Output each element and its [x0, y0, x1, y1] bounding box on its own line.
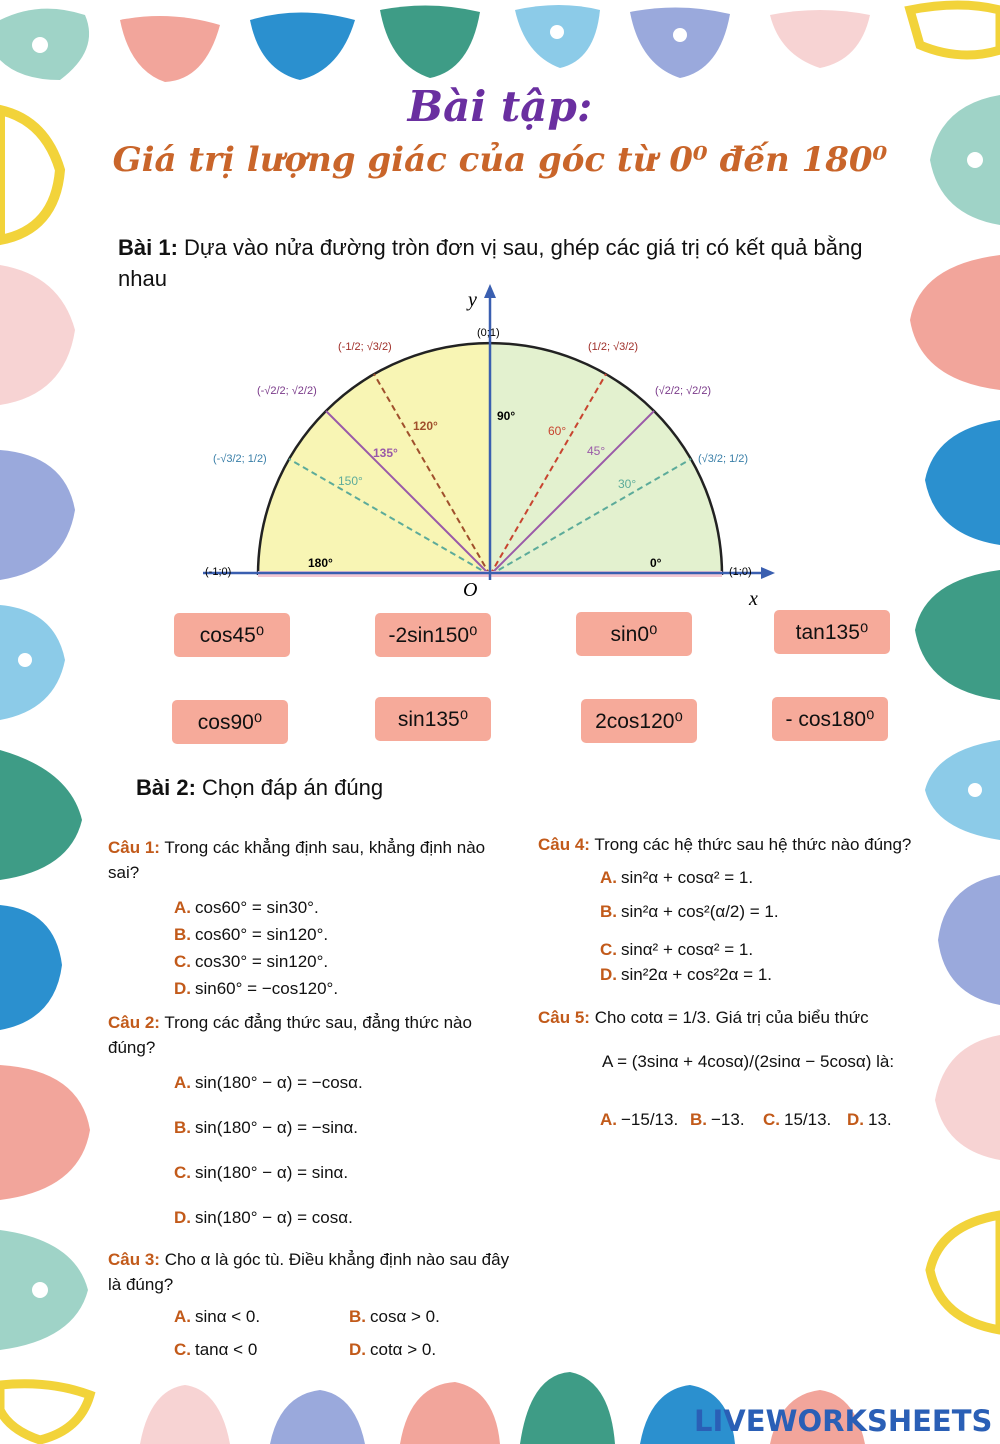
q4-option-a-text: sin²α + cosα² = 1.: [621, 868, 754, 887]
right-border-shapes: [910, 95, 1000, 1330]
point-45: (√2/2; √2/2): [655, 385, 712, 397]
point-30: (√3/2; 1/2): [698, 453, 749, 465]
q4-option-a[interactable]: [600, 868, 753, 888]
q1-option-b-text: cos60° = sin120°.: [195, 925, 329, 944]
angle-180: 180°: [308, 556, 333, 570]
q5-option-c[interactable]: [763, 1110, 831, 1130]
point-150: (-√3/2; 1/2): [213, 453, 267, 465]
q5-option-c-text: 15/13.: [784, 1110, 832, 1129]
q3-option-c-letter: C.: [174, 1340, 191, 1359]
q5-option-a[interactable]: [600, 1110, 678, 1130]
unit-semicircle-diagram: [195, 280, 785, 610]
question-5-text: Cho cotα = 1/3. Giá trị của biểu thức: [594, 1008, 869, 1027]
q1-option-b-letter: B.: [174, 925, 191, 944]
q3-option-d-text: cotα > 0.: [370, 1340, 437, 1359]
q1-option-a-text: cos60° = sin30°.: [195, 898, 319, 917]
match-card-tan135[interactable]: tan135⁰: [774, 610, 890, 654]
q4-option-d-letter: D.: [600, 965, 617, 984]
angle-135: 135°: [373, 446, 398, 460]
q2-option-d-text: sin(180° − α) = cosα.: [195, 1208, 353, 1227]
q1-option-b[interactable]: [174, 925, 328, 945]
match-card-neg-cos180[interactable]: - cos180⁰: [772, 697, 888, 741]
angle-45: 45°: [587, 444, 606, 458]
match-card-cos90[interactable]: cos90⁰: [172, 700, 288, 744]
match-card-cos45[interactable]: cos45⁰: [174, 613, 290, 657]
q4-option-a-letter: A.: [600, 868, 617, 887]
q3-option-d[interactable]: [349, 1340, 436, 1360]
match-card-neg2sin150[interactable]: -2sin150⁰: [375, 613, 491, 657]
point-60: (1/2; √3/2): [588, 341, 639, 353]
point-0-1: (0;1): [477, 327, 500, 339]
question-3-label: Câu 3:: [108, 1250, 160, 1269]
q5-option-d-text: 13.: [868, 1110, 892, 1129]
question-2: [108, 1010, 513, 1060]
q2-option-c-text: sin(180° − α) = sinα.: [195, 1163, 349, 1182]
exercise-1-label: Bài 1:: [118, 235, 178, 260]
point-1-0: (1;0): [729, 566, 752, 578]
left-border-shapes: [0, 110, 90, 1440]
y-axis-arrow: [484, 284, 496, 298]
q1-option-c-text: cos30° = sin120°.: [195, 952, 329, 971]
q3-option-c-text: tanα < 0: [195, 1340, 258, 1359]
q3-option-b[interactable]: [349, 1307, 440, 1327]
question-3-text: Cho α là góc tù. Điều khẳng định nào sau đây là đúng?: [108, 1250, 510, 1294]
q1-option-a-letter: A.: [174, 898, 191, 917]
q1-option-d[interactable]: [174, 979, 338, 999]
q4-option-c-text: sinα² + cosα² = 1.: [621, 940, 754, 959]
q1-option-d-letter: D.: [174, 979, 191, 998]
origin-label: O: [463, 579, 478, 601]
q2-option-b-text: sin(180° − α) = −sinα.: [195, 1118, 359, 1137]
question-1: [108, 835, 513, 885]
exercise-2-text: Chọn đáp án đúng: [195, 775, 384, 800]
q3-option-c[interactable]: [174, 1340, 257, 1360]
question-2-text: Trong các đẳng thức sau, đẳng thức nào đúng?: [108, 1013, 472, 1057]
y-axis-label: y: [468, 289, 477, 311]
match-card-2cos120[interactable]: 2cos120⁰: [581, 699, 697, 743]
q3-option-a[interactable]: [174, 1307, 260, 1327]
x-axis-arrow: [761, 567, 775, 579]
point-120: (-1/2; √3/2): [338, 341, 392, 353]
q2-option-a-text: sin(180° − α) = −cosα.: [195, 1073, 363, 1092]
q5-option-d-letter: D.: [847, 1110, 864, 1129]
q5-option-d[interactable]: [847, 1110, 892, 1130]
question-1-label: Câu 1:: [108, 838, 160, 857]
x-axis-label: x: [749, 588, 758, 610]
q1-option-c-letter: C.: [174, 952, 191, 971]
page-subtitle: Giá trị lượng giác của góc từ 0⁰ đến 180⁰: [112, 140, 888, 180]
q4-option-b-letter: B.: [600, 902, 617, 921]
question-4-text: Trong các hệ thức sau hệ thức nào đúng?: [594, 835, 912, 854]
top-border-shapes: [0, 5, 1000, 82]
q4-option-d-text: sin²2α + cos²2α = 1.: [621, 965, 772, 984]
q1-option-c[interactable]: [174, 952, 328, 972]
match-card-sin0[interactable]: sin0⁰: [576, 612, 692, 656]
q2-option-c-letter: C.: [174, 1163, 191, 1182]
exercise-2-label: Bài 2:: [136, 775, 196, 800]
question-4: [538, 832, 928, 857]
angle-60: 60°: [548, 424, 567, 438]
q1-option-a[interactable]: [174, 898, 319, 918]
q5-option-b-letter: B.: [690, 1110, 707, 1129]
angle-150: 150°: [338, 474, 363, 488]
q4-option-b-text: sin²α + cos²(α/2) = 1.: [621, 902, 779, 921]
point-135: (-√2/2; √2/2): [257, 385, 317, 397]
question-5-label: Câu 5:: [538, 1008, 590, 1027]
question-4-label: Câu 4:: [538, 835, 590, 854]
q5-option-b-text: −13.: [711, 1110, 745, 1129]
q5-option-a-letter: A.: [600, 1110, 617, 1129]
q4-option-d[interactable]: [600, 965, 772, 985]
question-2-label: Câu 2:: [108, 1013, 160, 1032]
q2-option-d[interactable]: [174, 1208, 353, 1228]
question-5-expr: A = (3sinα + 4cosα)/(2sinα − 5cosα): [602, 1052, 872, 1071]
q2-option-d-letter: D.: [174, 1208, 191, 1227]
angle-120: 120°: [413, 419, 438, 433]
match-card-sin135[interactable]: sin135⁰: [375, 697, 491, 741]
page-title: Bài tập:: [407, 82, 593, 131]
q4-option-b[interactable]: [600, 902, 779, 922]
q2-option-a-letter: A.: [174, 1073, 191, 1092]
question-1-text: Trong các khẳng định sau, khẳng định nào sai?: [108, 838, 486, 882]
q2-option-c[interactable]: [174, 1163, 348, 1183]
question-5: [538, 1005, 928, 1030]
q5-option-a-text: −15/13.: [621, 1110, 679, 1129]
angle-30: 30°: [618, 477, 637, 491]
exercise-2-instruction: [136, 775, 383, 801]
question-5-tail: là:: [876, 1052, 895, 1071]
liveworksheets-logo[interactable]: LIVEWORKSHEETS: [694, 1404, 993, 1438]
question-3: [108, 1247, 513, 1297]
q3-option-b-text: cosα > 0.: [370, 1307, 440, 1326]
q3-option-a-letter: A.: [174, 1307, 191, 1326]
q5-option-b[interactable]: [690, 1110, 745, 1130]
angle-90: 90°: [497, 409, 516, 423]
angle-0: 0°: [650, 556, 662, 570]
point-neg1-0: (-1;0): [205, 566, 232, 578]
q3-option-b-letter: B.: [349, 1307, 366, 1326]
exercise-1-text: Dựa vào nửa đường tròn đơn vị sau, ghép các giá trị có kết quả bằng nhau: [118, 235, 863, 291]
q2-option-a[interactable]: [174, 1073, 363, 1093]
q2-option-b[interactable]: [174, 1118, 358, 1138]
question-5-expression: [602, 1052, 894, 1072]
q3-option-d-letter: D.: [349, 1340, 366, 1359]
q4-option-c-letter: C.: [600, 940, 617, 959]
q5-option-c-letter: C.: [763, 1110, 780, 1129]
q1-option-d-text: sin60° = −cos120°.: [195, 979, 339, 998]
q2-option-b-letter: B.: [174, 1118, 191, 1137]
q3-option-a-text: sinα < 0.: [195, 1307, 261, 1326]
q4-option-c[interactable]: [600, 940, 753, 960]
